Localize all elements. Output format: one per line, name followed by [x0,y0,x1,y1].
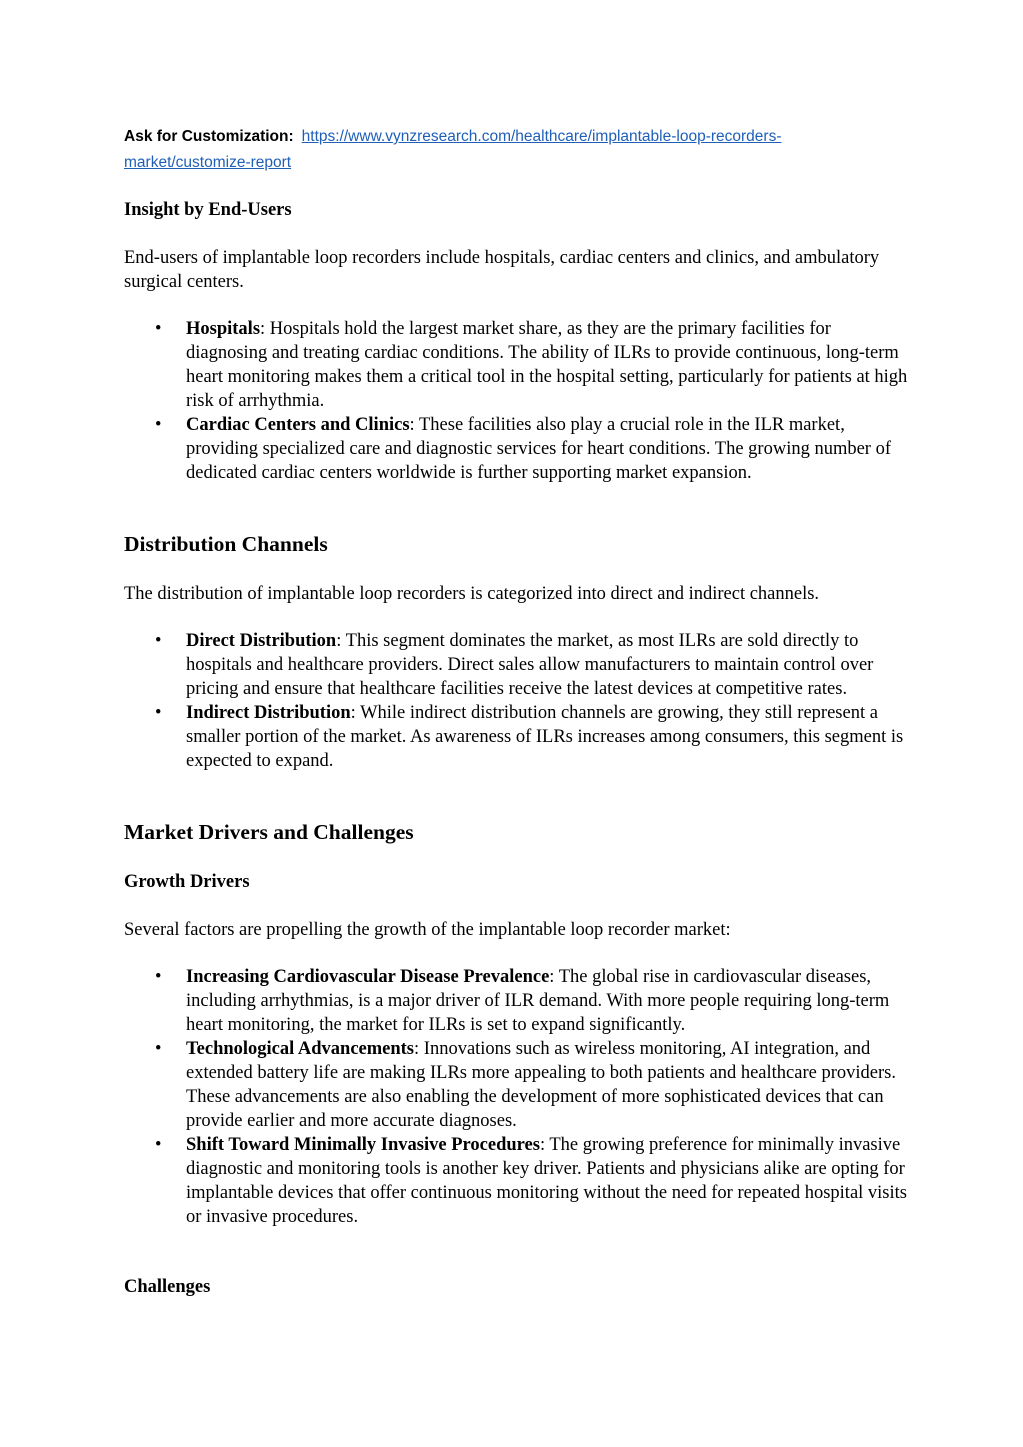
list-item-text: : Hospitals hold the largest market share, as they are the primary facilities for diagnosing and treating cardiac conditions. The ability of ILRs to provide continuous, long-term heart monitoring makes them a critical tool in the hospital setting, particularly for patients at high risk of arrhythmia. [186,319,908,411]
list-item [124,317,914,413]
list-item-text: : The growing preference for minimally invasive diagnostic and monitoring tools is another key driver. Patients and physicians alike are opting for implantable devices that offer continuous monitoring without the need for repeated hospital visits or invasive procedures. [186,1135,907,1227]
distribution-heading: Distribution Channels [124,532,328,556]
drivers-challenges-heading: Market Drivers and Challenges [124,820,414,844]
list-item-term: Hospitals [186,319,261,339]
bullet-icon: • [155,1039,162,1059]
challenges-heading: Challenges [124,1277,211,1297]
list-item [124,413,914,485]
list-item-text: : Innovations such as wireless monitoring, AI integration, and extended battery life are making ILRs more appealing to both patients and healthcare providers. These advancements are also enabling the development of more sophisticated devices that can provide earlier and more accurate diagnoses. [186,1039,896,1131]
growth-drivers-intro: Several factors are propelling the growth of the implantable loop recorder market: [124,920,731,940]
list-item [124,1037,914,1133]
list-item-term: Direct Distribution [186,631,337,651]
list-item-text: : This segment dominates the market, as most ILRs are sold directly to hospitals and healthcare providers. Direct sales allow manufacturers to maintain control over pricing and ensure that healthcare facilities receive the latest devices at competitive rates. [186,631,874,699]
list-item [124,1133,914,1229]
list-item-term: Increasing Cardiovascular Disease Prevalence [186,967,550,987]
distribution-intro: The distribution of implantable loop recorders is categorized into direct and indirect channels. [124,584,820,604]
list-item-text: : While indirect distribution channels are growing, they still represent a smaller portion of the market. As awareness of ILRs increases among consumers, this segment is expected to expand. [186,703,904,771]
list-item-term: Cardiac Centers and Clinics [186,415,410,435]
bullet-icon: • [155,631,162,651]
end-users-list [124,317,914,485]
customization-label: Ask for Customization: [124,128,294,145]
list-item [124,965,914,1037]
growth-drivers-list [124,965,914,1229]
list-item-text: : These facilities also play a crucial role in the ILR market, providing specialized care and diagnostic services for heart conditions. The growing number of dedicated cardiac centers worldwide is further supporting market expansion. [186,415,892,483]
bullet-icon: • [155,319,162,339]
bullet-icon: • [155,415,162,435]
distribution-list [124,629,914,773]
bullet-icon: • [155,967,162,987]
end-users-heading: Insight by End-Users [124,200,292,220]
bullet-icon: • [155,703,162,723]
list-item [124,629,914,701]
end-users-intro: End-users of implantable loop recorders include hospitals, cardiac centers and clinics, and ambulatory surgical centers. [124,248,880,292]
list-item [124,701,914,773]
bullet-icon: • [155,1135,162,1155]
list-item-term: Indirect Distribution [186,703,351,723]
growth-drivers-heading: Growth Drivers [124,872,250,892]
customization-line [124,124,904,176]
list-item-text: : The global rise in cardiovascular diseases, including arrhythmias, is a major driver of ILR demand. With more people requiring long-term heart monitoring, the market for ILRs is set to expand significantly. [186,967,890,1035]
list-item-term: Technological Advancements [186,1039,415,1059]
customization-link[interactable]: https://www.vynzresearch.com/healthcare/implantable-loop-recorders-market/customize-report [124,128,782,171]
list-item-term: Shift Toward Minimally Invasive Procedures [186,1135,540,1155]
